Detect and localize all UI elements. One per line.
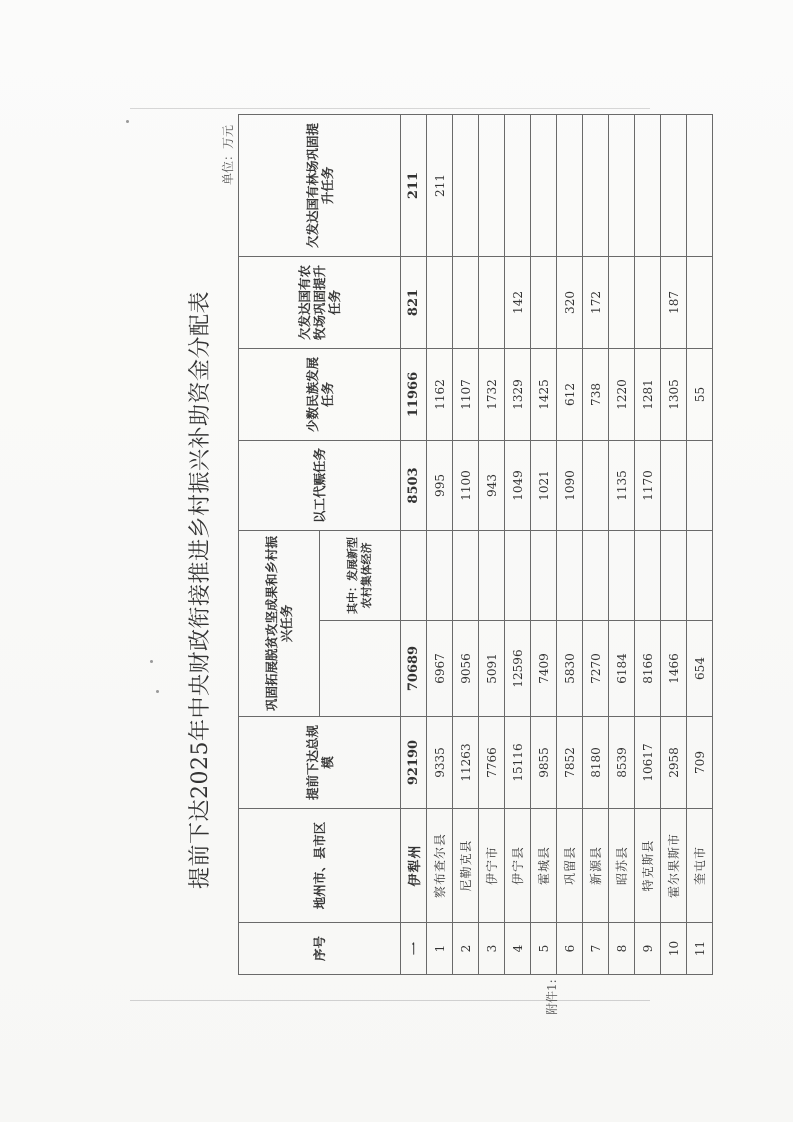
table-row bbox=[661, 114, 687, 974]
cell-consolidate: 7409 bbox=[531, 621, 557, 717]
cell-minority: 738 bbox=[583, 348, 609, 440]
cell-seq: 3 bbox=[479, 923, 505, 975]
table-row bbox=[583, 114, 609, 974]
cell-minority: 1329 bbox=[505, 348, 531, 440]
cell-region: 奎屯市 bbox=[687, 809, 713, 923]
cell-consolidate-sub bbox=[583, 530, 609, 620]
cell-consolidate: 654 bbox=[687, 621, 713, 717]
cell-state-forest bbox=[505, 114, 531, 256]
cell-total: 15116 bbox=[505, 717, 531, 809]
cell-state-forest bbox=[453, 114, 479, 256]
cell-consolidate: 5091 bbox=[479, 621, 505, 717]
cell-work-relief: 943 bbox=[479, 440, 505, 530]
cell-consolidate-sub bbox=[505, 530, 531, 620]
cell-consolidate: 1466 bbox=[661, 621, 687, 717]
cell-state-farm: 187 bbox=[661, 256, 687, 348]
header-region: 地州市、县市区 bbox=[239, 809, 401, 923]
cell-consolidate: 5830 bbox=[557, 621, 583, 717]
document-title: 提前下达2025年中央财政衔接推进乡村振兴补助资金分配表 bbox=[188, 291, 213, 889]
cell-region: 霍城县 bbox=[531, 809, 557, 923]
cell-minority: 55 bbox=[687, 348, 713, 440]
cell-state-forest bbox=[609, 114, 635, 256]
cell-seq: 8 bbox=[609, 923, 635, 975]
cell-minority: 612 bbox=[557, 348, 583, 440]
cell-state-forest: 211 bbox=[427, 114, 453, 256]
cell-state-farm bbox=[531, 256, 557, 348]
allocation-table bbox=[238, 114, 713, 975]
table-row bbox=[505, 114, 531, 974]
header-consolidate-sub: 其中：发展新型农村集体经济 bbox=[320, 530, 401, 620]
cell-work-relief: 8503 bbox=[401, 440, 427, 530]
table-header-row bbox=[239, 114, 320, 974]
cell-consolidate: 70689 bbox=[401, 621, 427, 717]
header-consolidate: 巩固拓展脱贫攻坚成果和乡村振兴任务 bbox=[239, 530, 320, 716]
cell-total: 9855 bbox=[531, 717, 557, 809]
cell-state-farm: 172 bbox=[583, 256, 609, 348]
cell-seq: 一 bbox=[401, 923, 427, 975]
header-work-relief: 以工代赈任务 bbox=[239, 440, 401, 530]
scan-edge-top bbox=[130, 108, 650, 109]
cell-state-farm bbox=[635, 256, 661, 348]
table-row bbox=[401, 114, 427, 974]
header-state-farm: 欠发达国有农牧场巩固提升任务 bbox=[239, 256, 401, 348]
cell-consolidate-sub bbox=[453, 530, 479, 620]
cell-minority: 1107 bbox=[453, 348, 479, 440]
cell-work-relief bbox=[583, 440, 609, 530]
cell-total: 9335 bbox=[427, 717, 453, 809]
cell-state-farm bbox=[687, 256, 713, 348]
table-row bbox=[427, 114, 453, 974]
cell-seq: 10 bbox=[661, 923, 687, 975]
cell-work-relief bbox=[661, 440, 687, 530]
cell-consolidate: 7270 bbox=[583, 621, 609, 717]
cell-consolidate-sub bbox=[479, 530, 505, 620]
scan-speck bbox=[156, 690, 159, 693]
cell-state-forest bbox=[479, 114, 505, 256]
cell-region: 察布查尔县 bbox=[427, 809, 453, 923]
attachment-label: 附件1: bbox=[545, 979, 559, 1015]
cell-consolidate-sub bbox=[687, 530, 713, 620]
cell-seq: 4 bbox=[505, 923, 531, 975]
table-row bbox=[531, 114, 557, 974]
cell-state-farm bbox=[427, 256, 453, 348]
cell-minority: 11966 bbox=[401, 348, 427, 440]
cell-consolidate-sub bbox=[609, 530, 635, 620]
cell-region: 伊犁州 bbox=[401, 809, 427, 923]
cell-consolidate: 6967 bbox=[427, 621, 453, 717]
cell-seq: 6 bbox=[557, 923, 583, 975]
cell-total: 8539 bbox=[609, 717, 635, 809]
cell-state-forest bbox=[531, 114, 557, 256]
cell-state-forest bbox=[583, 114, 609, 256]
cell-consolidate-sub bbox=[557, 530, 583, 620]
cell-minority: 1305 bbox=[661, 348, 687, 440]
cell-work-relief: 1090 bbox=[557, 440, 583, 530]
unit-label: 单位：万元 bbox=[221, 125, 235, 186]
cell-state-farm: 821 bbox=[401, 256, 427, 348]
cell-seq: 1 bbox=[427, 923, 453, 975]
table-row bbox=[557, 114, 583, 974]
cell-consolidate: 9056 bbox=[453, 621, 479, 717]
cell-seq: 7 bbox=[583, 923, 609, 975]
cell-state-forest bbox=[661, 114, 687, 256]
cell-region: 伊宁县 bbox=[505, 809, 531, 923]
cell-seq: 5 bbox=[531, 923, 557, 975]
cell-minority: 1281 bbox=[635, 348, 661, 440]
cell-total: 7766 bbox=[479, 717, 505, 809]
cell-minority: 1732 bbox=[479, 348, 505, 440]
cell-consolidate: 12596 bbox=[505, 621, 531, 717]
cell-state-forest bbox=[635, 114, 661, 256]
cell-total: 7852 bbox=[557, 717, 583, 809]
cell-seq: 2 bbox=[453, 923, 479, 975]
cell-region: 昭苏县 bbox=[609, 809, 635, 923]
header-consolidate-total-blank bbox=[320, 621, 401, 717]
cell-consolidate-sub bbox=[427, 530, 453, 620]
cell-total: 11263 bbox=[453, 717, 479, 809]
cell-consolidate-sub bbox=[401, 530, 427, 620]
table-row bbox=[479, 114, 505, 974]
scan-speck bbox=[126, 120, 129, 123]
cell-state-farm bbox=[609, 256, 635, 348]
cell-consolidate-sub bbox=[635, 530, 661, 620]
cell-consolidate: 8166 bbox=[635, 621, 661, 717]
cell-work-relief: 1135 bbox=[609, 440, 635, 530]
cell-state-forest bbox=[687, 114, 713, 256]
cell-total: 8180 bbox=[583, 717, 609, 809]
cell-minority: 1220 bbox=[609, 348, 635, 440]
cell-consolidate: 6184 bbox=[609, 621, 635, 717]
cell-region: 霍尔果斯市 bbox=[661, 809, 687, 923]
cell-total: 709 bbox=[687, 717, 713, 809]
cell-state-forest bbox=[557, 114, 583, 256]
cell-total: 92190 bbox=[401, 717, 427, 809]
cell-state-farm: 320 bbox=[557, 256, 583, 348]
header-minority: 少数民族发展任务 bbox=[239, 348, 401, 440]
cell-consolidate-sub bbox=[661, 530, 687, 620]
cell-region: 尼勒克县 bbox=[453, 809, 479, 923]
cell-region: 巩留县 bbox=[557, 809, 583, 923]
cell-state-farm: 142 bbox=[505, 256, 531, 348]
cell-state-farm bbox=[453, 256, 479, 348]
cell-work-relief: 1021 bbox=[531, 440, 557, 530]
cell-seq: 9 bbox=[635, 923, 661, 975]
cell-minority: 1425 bbox=[531, 348, 557, 440]
rotated-document bbox=[183, 115, 707, 1015]
table-row bbox=[635, 114, 661, 974]
header-total: 提前下达总规模 bbox=[239, 717, 401, 809]
header-state-forest: 欠发达国有林场巩固提升任务 bbox=[239, 114, 401, 256]
cell-seq: 11 bbox=[687, 923, 713, 975]
cell-region: 特克斯县 bbox=[635, 809, 661, 923]
cell-state-farm bbox=[479, 256, 505, 348]
cell-state-forest: 211 bbox=[401, 114, 427, 256]
table-body bbox=[401, 114, 713, 974]
cell-minority: 1162 bbox=[427, 348, 453, 440]
cell-work-relief: 1049 bbox=[505, 440, 531, 530]
table-row bbox=[687, 114, 713, 974]
cell-total: 10617 bbox=[635, 717, 661, 809]
cell-work-relief: 1100 bbox=[453, 440, 479, 530]
cell-work-relief: 995 bbox=[427, 440, 453, 530]
cell-work-relief: 1170 bbox=[635, 440, 661, 530]
table-row bbox=[609, 114, 635, 974]
cell-region: 新源县 bbox=[583, 809, 609, 923]
cell-work-relief bbox=[687, 440, 713, 530]
table-row bbox=[453, 114, 479, 974]
header-seq: 序号 bbox=[239, 923, 401, 975]
cell-consolidate-sub bbox=[531, 530, 557, 620]
cell-region: 伊宁市 bbox=[479, 809, 505, 923]
scan-speck bbox=[150, 660, 153, 663]
cell-total: 2958 bbox=[661, 717, 687, 809]
